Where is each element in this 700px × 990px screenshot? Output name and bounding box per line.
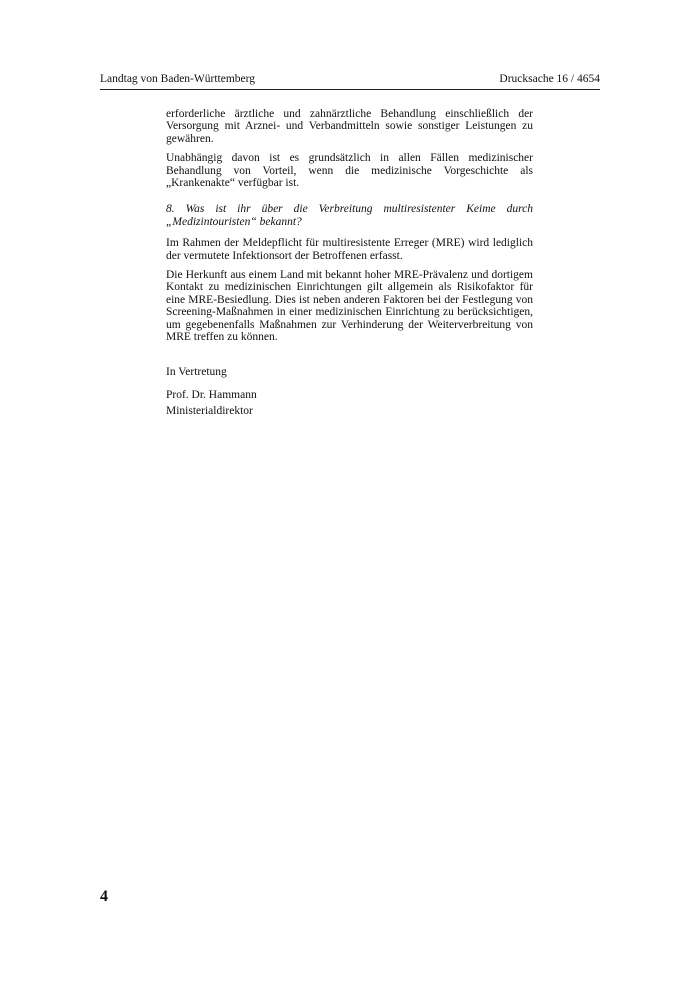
header-document-number: Drucksache 16 / 4654: [499, 73, 600, 85]
signature-block: [166, 366, 533, 418]
paragraph-medical-history: Unabhängig davon ist es grundsätzlich in allen Fällen medizinischer Behandlung von Vorteil, wenn die medizinische Vorgeschichte als „Krankenakte“ verfügbar ist.: [166, 152, 533, 190]
page-header: [100, 71, 600, 90]
signature-in-vertretung: In Vertretung: [166, 365, 227, 378]
page-number: 4: [100, 888, 108, 905]
question-8: 8. Was ist ihr über die Verbreitung multiresistenter Keime durch „Medizintouristen“ bekannt?: [166, 203, 533, 228]
signature-title: Ministerialdirektor: [166, 405, 253, 418]
paragraph-reporting-obligation: Im Rahmen der Meldepflicht für multiresistente Erreger (MRE) wird lediglich der vermutete Infektionsort der Betroffenen erfasst.: [166, 237, 533, 262]
paragraph-risk-factor: Die Herkunft aus einem Land mit bekannt hoher MRE-Prävalenz und dortigem Kontakt zu medizinischen Einrichtungen gilt allgemein als Risikofaktor für eine MRE-Besiedlung. Dies ist neben anderen Faktoren bei der Festlegung von Screening-Maßnahmen in einer medizinischen Einrichtung zu berücksichtigen, um gegebenenfalls Maßnahmen zur Verhinderung der Weiterverbreitung von MRE treffen zu können.: [166, 269, 533, 344]
signature-name: Prof. Dr. Hammann: [166, 388, 257, 401]
header-parliament-name: Landtag von Baden-Württemberg: [100, 73, 255, 85]
paragraph-treatment: erforderliche ärztliche und zahnärztliche Behandlung einschließlich der Versorgung mit Arznei- und Verbandmitteln sowie sonstiger Leistungen zu gewähren.: [166, 108, 533, 145]
document-body: [166, 108, 533, 429]
